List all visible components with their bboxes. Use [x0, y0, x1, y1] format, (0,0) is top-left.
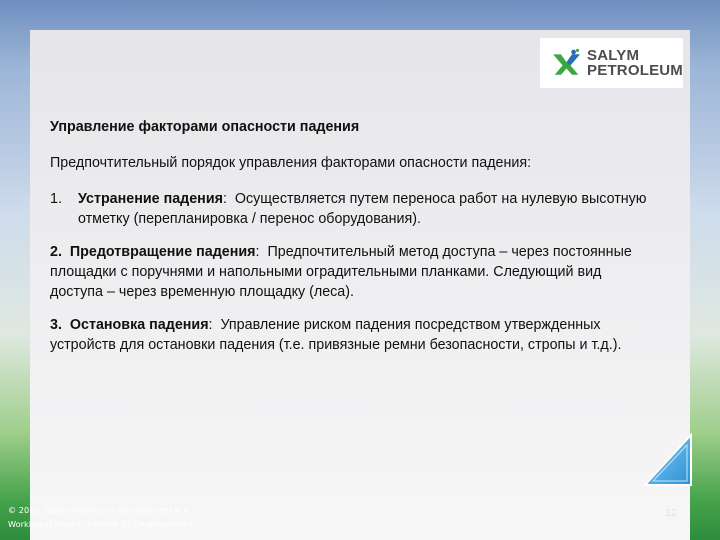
logo-line-1: SALYM: [587, 47, 640, 64]
item-lead: Предотвращение падения: [69, 244, 256, 260]
item-lead: Остановка падения: [69, 317, 209, 333]
item-separator: :: [255, 244, 260, 260]
item-lead: Устранение падения: [78, 191, 223, 207]
logo-line-2: PETROLEUM: [587, 62, 683, 79]
page-corner-triangle-icon: [643, 433, 693, 487]
footer-caption: Working at Height. Pinchuk V/ Timerbulatov F: [8, 519, 194, 529]
list-item: [50, 189, 650, 229]
page-number: 12: [665, 508, 677, 519]
list-item: [50, 315, 650, 355]
footer-copyright: © 2015. Salym Petroleum Development N.V.: [8, 505, 191, 515]
logo-wordmark: [587, 48, 683, 78]
item-separator: :: [222, 191, 227, 207]
item-number: 1.: [50, 191, 62, 207]
company-logo: [540, 38, 683, 88]
slide-title: Управление факторами опасности падения: [50, 119, 360, 135]
item-number: 2.: [50, 244, 62, 260]
item-number: 3.: [50, 317, 62, 333]
slide-intro: Предпочтительный порядок управления факторами опасности падения:: [50, 155, 532, 171]
item-text: Осуществляется путем переноса работ на нулевую высотную отметку (перепланировка / перенос оборудования).: [78, 191, 647, 227]
item-separator: :: [208, 317, 213, 333]
slide-body: [50, 117, 650, 368]
item-body: [78, 189, 650, 229]
list-item: [50, 242, 650, 302]
salym-logo-icon: [550, 42, 583, 84]
slide-footer: [8, 503, 194, 531]
item-text: Предпочтительный метод доступа – через постоянные площадки с поручнями и напольными оградительными планками. Следующий вид доступа – через временную площадку (леса).: [50, 244, 632, 300]
item-text: Управление риском падения посредством утвержденных устройств для остановки падения (т.е. привязные ремни безопасности, стропы и т.д.).: [50, 317, 622, 353]
